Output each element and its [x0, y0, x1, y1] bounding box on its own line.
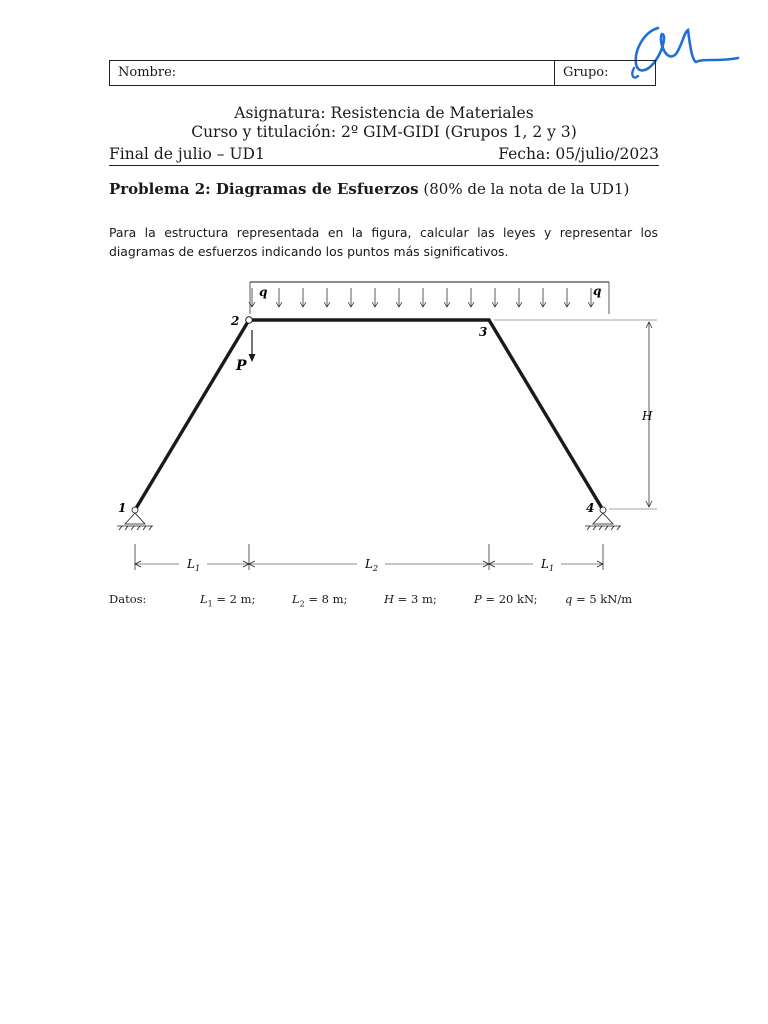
data-l2: $L_2 = 8$ m;	[292, 592, 348, 609]
node-2-label: 2	[231, 314, 240, 328]
exam-name: Final de julio – UD1	[109, 145, 265, 163]
height-label: H	[642, 409, 653, 423]
student-info-table	[109, 60, 656, 86]
member-3-4	[489, 320, 603, 510]
data-q: q = 5 kN/m	[565, 592, 633, 606]
exam-line	[109, 145, 659, 166]
structure-figure	[109, 274, 669, 584]
problem-title	[109, 180, 659, 198]
height-dimension	[494, 320, 657, 509]
load-label-left: q	[259, 285, 268, 299]
subject-line: Asignatura: Resistencia de Materiales	[234, 104, 534, 122]
node-1-label: 1	[118, 501, 127, 515]
node-4-label: 4	[586, 501, 595, 515]
name-label: Nombre:	[118, 65, 177, 80]
member-1-2	[135, 320, 249, 510]
group-field[interactable]	[555, 61, 655, 85]
data-l1: $L_1 = 2$ m;	[200, 592, 256, 609]
group-label: Grupo:	[563, 65, 609, 80]
node-3-label: 3	[479, 325, 488, 339]
dimension-middle-label: $L_2$	[365, 557, 379, 573]
problem-title-weight: (80% de la nota de la UD1)	[418, 180, 630, 198]
name-field[interactable]	[110, 61, 555, 85]
problem-title-bold: Problema 2: Diagramas de Esfuerzos	[109, 180, 419, 198]
data-h: H = 3 m;	[384, 592, 437, 606]
dimension-left-label: $L_1$	[187, 557, 201, 573]
exam-date: Fecha: 05/julio/2023	[498, 145, 659, 163]
data-label: Datos:	[109, 592, 147, 606]
data-p: P = 20 kN;	[474, 592, 538, 606]
load-label-right: q	[593, 284, 602, 298]
distributed-load	[249, 282, 609, 314]
frame	[135, 320, 603, 510]
data-row	[109, 592, 669, 610]
dimension-right-label: $L_1$	[541, 557, 555, 573]
degree-line: Curso y titulación: 2º GIM-GIDI (Grupos 1, 2 y 3)	[191, 123, 577, 141]
point-load-label: P	[236, 358, 247, 374]
hinge-node-2	[246, 317, 253, 324]
course-info	[109, 104, 659, 142]
problem-statement: Para la estructura representada en la figura, calcular las leyes y representar los diagramas de esfuerzos indicando los puntos más significativos.	[109, 225, 658, 259]
